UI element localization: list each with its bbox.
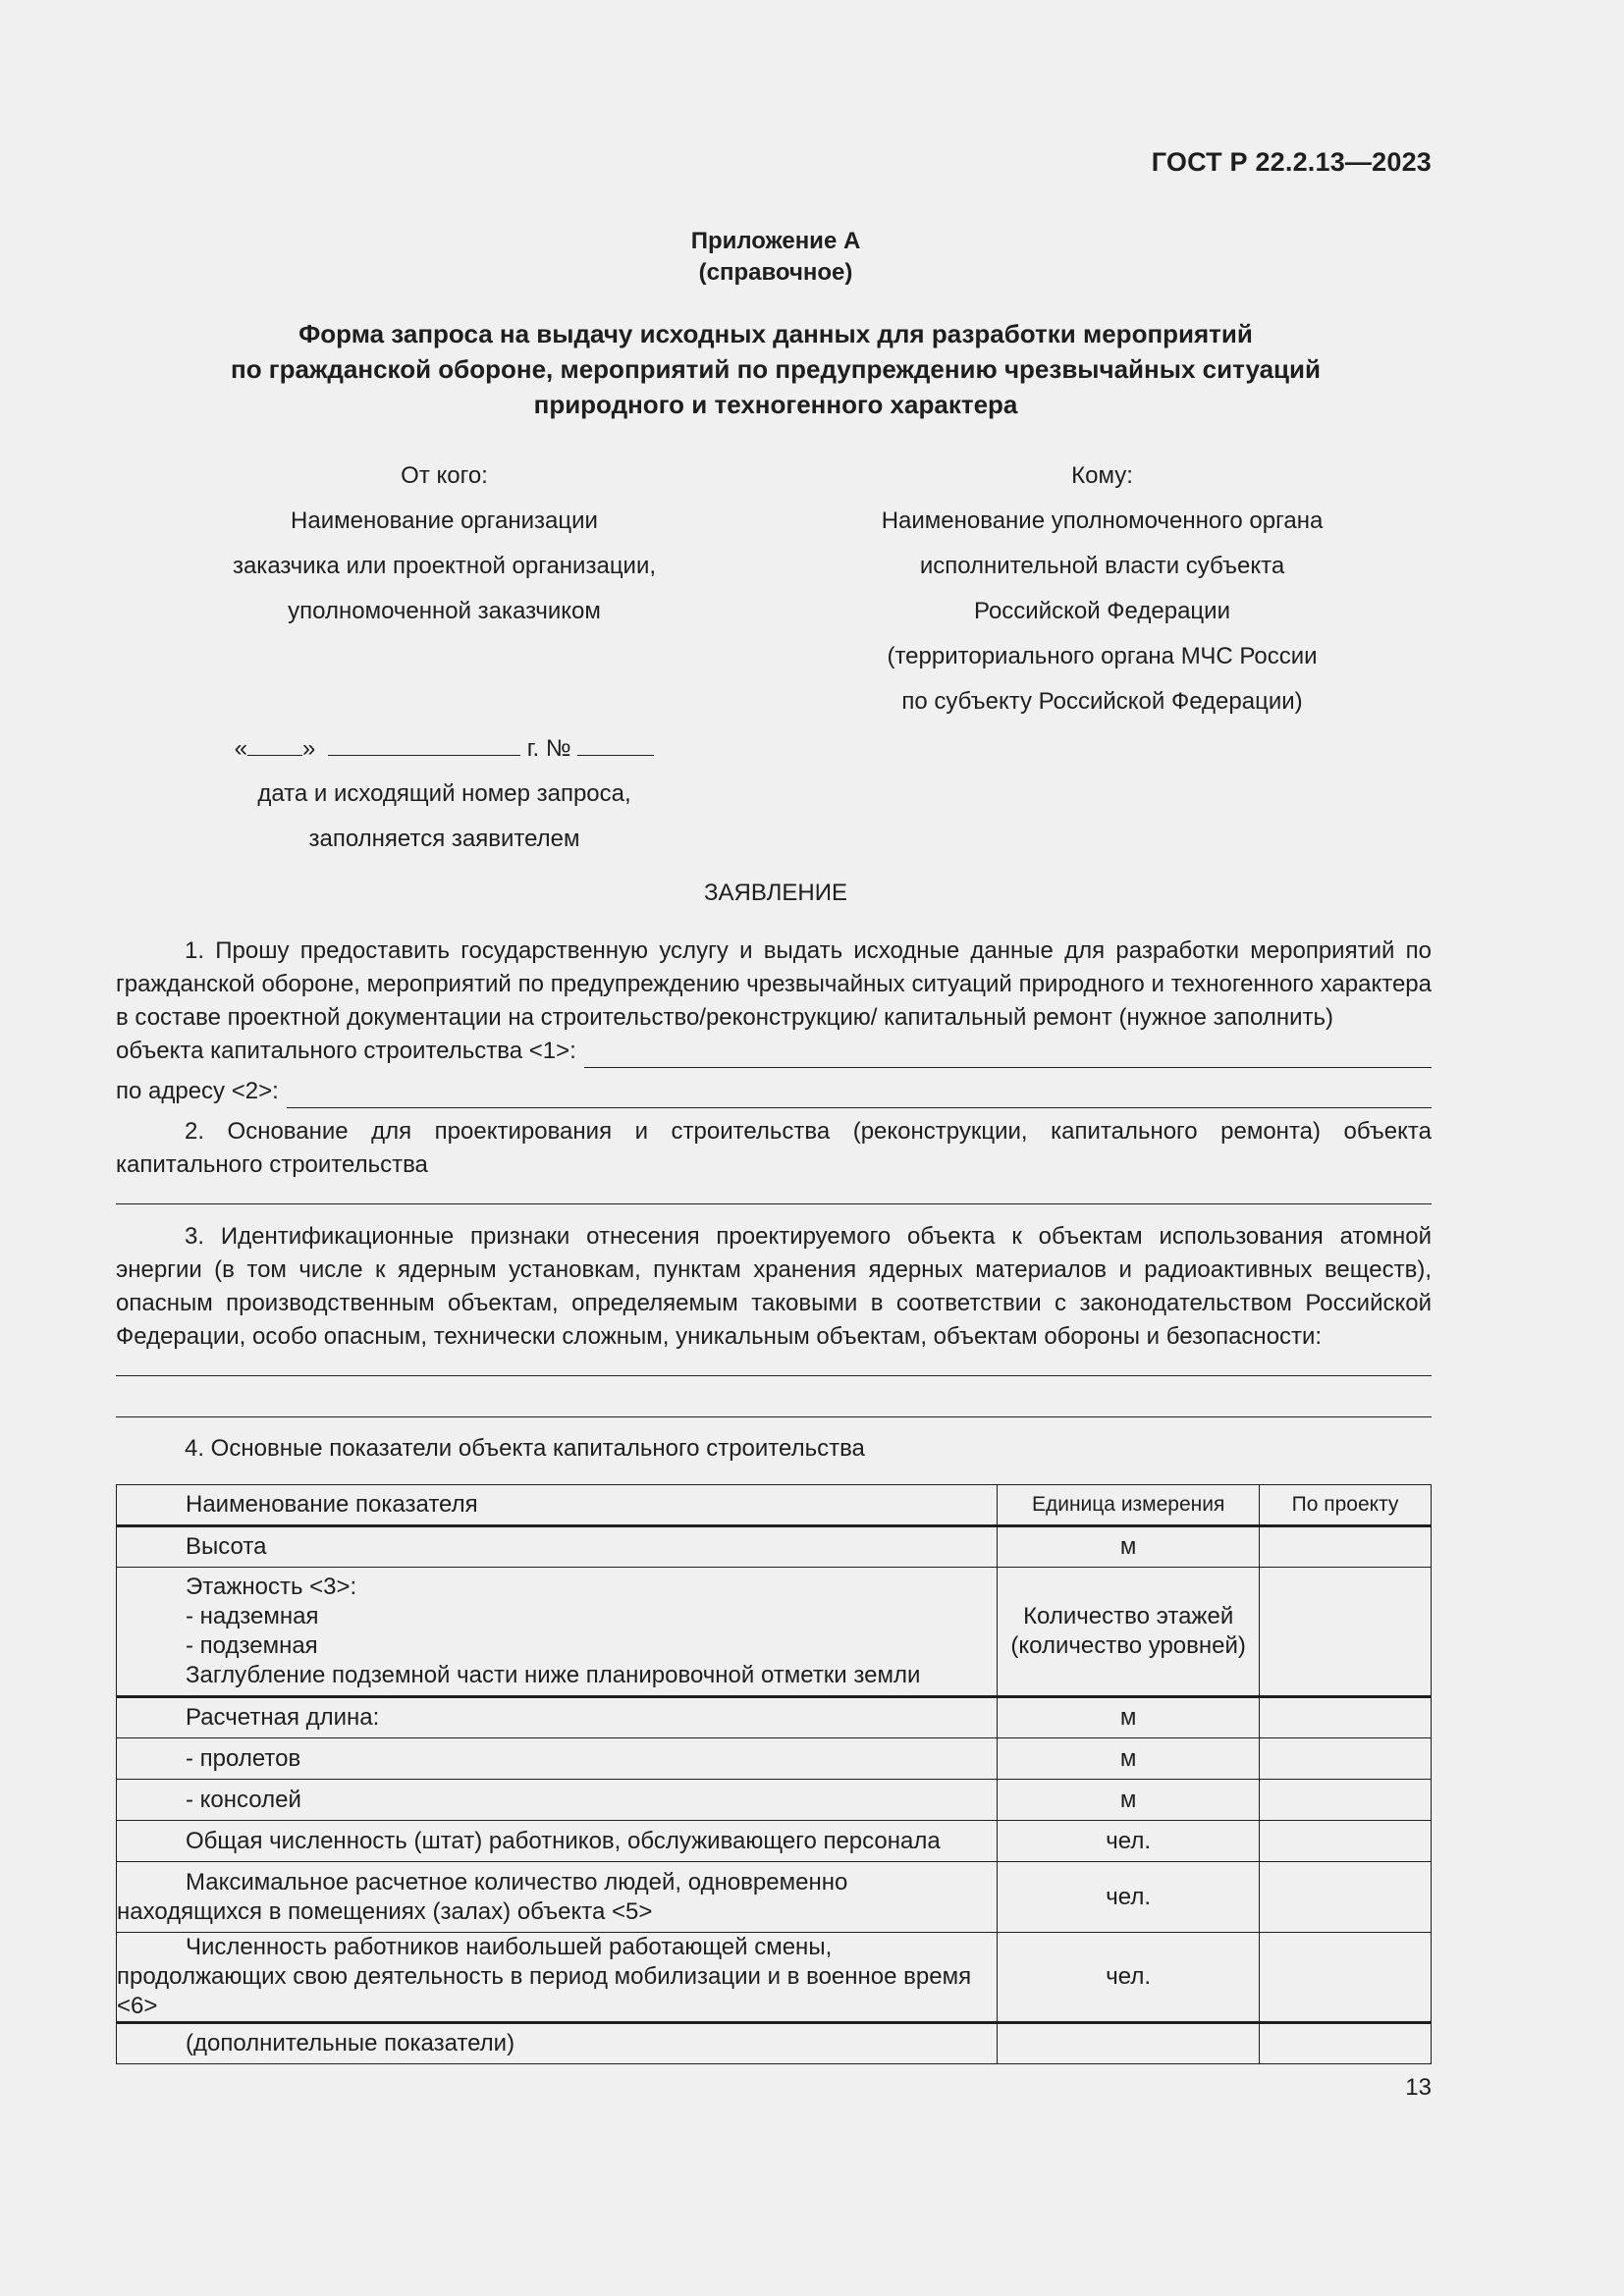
to-line: Наименование уполномоченного органа — [881, 507, 1324, 534]
object-row — [116, 1035, 1432, 1068]
indicator-unit: м — [998, 1738, 1260, 1780]
form-title-line: Форма запроса на выдачу исходных данных для разработки мероприятий — [298, 319, 1253, 348]
page-number: 13 — [1405, 2074, 1432, 2101]
to-block — [825, 454, 1380, 724]
indicator-unit: м — [998, 1697, 1260, 1738]
appendix-subtitle: (справочное) — [698, 259, 853, 286]
statement-title: ЗАЯВЛЕНИЕ — [704, 880, 847, 906]
from-line: Наименование организации — [291, 507, 598, 534]
table-row — [117, 1821, 1432, 1862]
indicator-name: Максимальное расчетное количество людей, одновременно находящихся в помещениях (залах) объекта <5> — [117, 1862, 998, 1933]
indicator-name-line: - подземная — [186, 1632, 318, 1659]
form-title — [118, 316, 1434, 422]
date-note-line: заполняется заявителем — [308, 826, 580, 852]
form-title-line: по гражданской обороне, мероприятий по предупреждению чрезвычайных ситуаций — [230, 354, 1321, 384]
date-note — [167, 772, 722, 862]
to-line: Российской Федерации — [974, 598, 1230, 624]
indicator-value-cell[interactable] — [1260, 1697, 1432, 1738]
paragraph-4: 4. Основные показатели объекта капитального строительства — [185, 1435, 865, 1462]
from-label: От кого: — [401, 462, 488, 489]
object-label: объекта капитального строительства <1>: — [116, 1038, 576, 1064]
table-row — [117, 1780, 1432, 1821]
paragraph-1: 1. Прошу предоставить государственную услугу и выдать исходные данные для разработки мероприятий по гражданской обороне, мероприятий по предупреждению чрезвычайных ситуаций природного и техногенного характера в составе проектной документации на строительство/реконструкцию/ капитальный ремонт (нужное заполнить) — [116, 937, 1432, 1031]
table-row — [117, 1933, 1432, 2023]
header-indicator-name: Наименование показателя — [117, 1485, 998, 1526]
address-blank[interactable] — [287, 1084, 1432, 1108]
header-unit: Единица измерения — [998, 1485, 1260, 1526]
indicator-name: - консолей — [117, 1780, 998, 1821]
date-number-line — [167, 726, 722, 772]
indicator-name: Численность работников наибольшей работающей смены, продолжающих свою деятельность в период мобилизации и в военное время <6> — [117, 1933, 998, 2023]
day-blank[interactable] — [247, 733, 302, 756]
indicator-value-cell[interactable] — [1260, 1568, 1432, 1697]
indicator-name: Высота — [117, 1526, 998, 1568]
indicator-unit: м — [998, 1526, 1260, 1568]
indicator-value-cell[interactable] — [1260, 2023, 1432, 2064]
indicator-name-line: Заглубление подземной части ниже планировочной отметки земли — [186, 1662, 921, 1688]
features-blank-line-1[interactable] — [116, 1375, 1432, 1376]
number-prefix: г. № — [526, 735, 571, 762]
indicator-unit: чел. — [998, 1862, 1260, 1933]
indicator-value-cell[interactable] — [1260, 1821, 1432, 1862]
to-label: Кому: — [1071, 462, 1133, 489]
indicator-value-cell[interactable] — [1260, 1862, 1432, 1933]
indicator-value-cell[interactable] — [1260, 1526, 1432, 1568]
month-year-blank[interactable] — [328, 733, 520, 756]
indicator-unit-line: (количество уровней) — [1010, 1632, 1246, 1659]
to-line: по субъекту Российской Федерации) — [901, 688, 1303, 715]
indicator-unit — [998, 2023, 1260, 2064]
indicator-name: (дополнительные показатели) — [117, 2023, 998, 2064]
from-line: уполномоченной заказчиком — [288, 598, 601, 624]
indicator-unit — [998, 1568, 1260, 1697]
document-code: ГОСТ Р 22.2.13—2023 — [1151, 147, 1432, 177]
table-header-row — [117, 1485, 1432, 1526]
to-line: исполнительной власти субъекта — [919, 553, 1285, 579]
open-quote: « — [234, 735, 248, 762]
object-blank[interactable] — [584, 1043, 1432, 1068]
indicator-value-cell[interactable] — [1260, 1738, 1432, 1780]
indicator-name: - пролетов — [117, 1738, 998, 1780]
indicator-name-line: Этажность <3>: — [186, 1574, 357, 1600]
appendix-heading — [0, 226, 1551, 289]
indicator-name-line: - надземная — [186, 1603, 319, 1629]
indicator-unit: чел. — [998, 1821, 1260, 1862]
paragraph-3: 3. Идентификационные признаки отнесения проектируемого объекта к объектам использования атомной энергии (в том числе к ядерным установкам, пунктам хранения ядерных материалов и радиоактивных веществ), опасным производственным объектам, определяемым таковыми в соответствии с законодательством Российской Федерации, особо опасным, технически сложным, уникальным объектам, объектам обороны и безопасности: — [116, 1223, 1432, 1350]
date-note-line: дата и исходящий номер запроса, — [257, 780, 631, 807]
table-row — [117, 1862, 1432, 1933]
from-line: заказчика или проектной организации, — [232, 553, 657, 579]
table-row — [117, 1526, 1432, 1568]
indicator-name: Расчетная длина: — [117, 1697, 998, 1738]
from-block — [167, 454, 722, 634]
indicator-value-cell[interactable] — [1260, 1933, 1432, 2023]
form-title-line: природного и техногенного характера — [533, 390, 1018, 419]
address-row — [116, 1075, 1432, 1108]
table-row — [117, 1568, 1432, 1697]
indicator-value-cell[interactable] — [1260, 1780, 1432, 1821]
header-project-value: По проекту — [1260, 1485, 1432, 1526]
number-blank[interactable] — [577, 733, 654, 756]
table-row — [117, 2023, 1432, 2064]
features-blank-line-2[interactable] — [116, 1416, 1432, 1417]
appendix-title: Приложение А — [690, 228, 861, 254]
indicator-name: Общая численность (штат) работников, обслуживающего персонала — [117, 1821, 998, 1862]
indicator-unit: м — [998, 1780, 1260, 1821]
table-row — [117, 1697, 1432, 1738]
basis-blank-line[interactable] — [116, 1203, 1432, 1204]
paragraph-2: 2. Основание для проектирования и строительства (реконструкции, капитального ремонта) объекта капитального строительства — [116, 1118, 1432, 1178]
indicator-unit: чел. — [998, 1933, 1260, 2023]
address-label: по адресу <2>: — [116, 1078, 279, 1104]
table-row — [117, 1738, 1432, 1780]
to-line: (территориального органа МЧС России — [887, 643, 1318, 669]
indicator-name — [117, 1568, 998, 1697]
indicator-unit-line: Количество этажей — [1023, 1603, 1234, 1629]
indicators-table — [116, 1484, 1432, 2064]
close-quote: » — [302, 735, 316, 762]
